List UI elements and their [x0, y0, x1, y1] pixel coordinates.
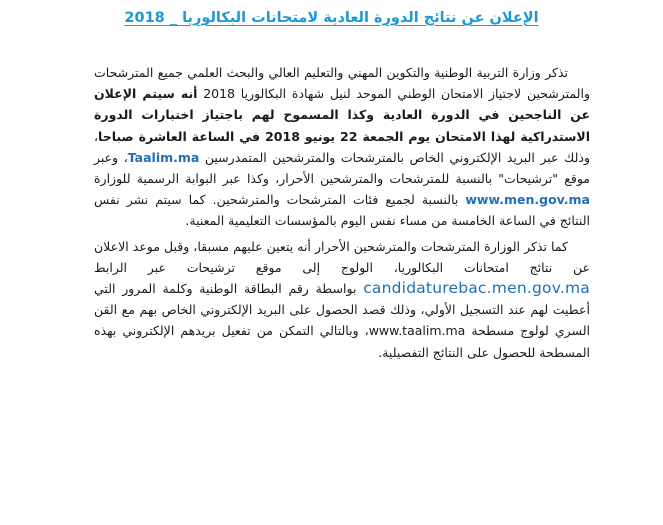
candidaturebac-link[interactable]: candidaturebac.men.gov.ma	[363, 279, 590, 298]
p1-text-closing: بالنسبة لجميع فئات المترشحات والمترشحين. كما سيتم نشر نفس النتائج في الساعة الخامسة من مساء نفس اليوم بالمؤسسات التعليمية المعنية.	[94, 192, 590, 229]
taalim-link[interactable]: Taalim.ma	[127, 149, 200, 165]
p1-bold-announcement: أنه سيتم الإعلان عن الناجحين في الدورة العادية وكذا المسموح لهم باجتياز اختبارات الدورة الاستدراكية لهذا الامتحان يوم الجمعة 22 يونيو 2018 في الساعة العاشرة صباحا	[94, 86, 590, 144]
men-gov-link[interactable]: www.men.gov.ma	[465, 192, 590, 208]
p1-text-email: ، وذلك عبر البريد الإلكتروني الخاص بالمترشحات والمترشحين المتمدرسين	[94, 128, 590, 165]
paragraph-results-announcement	[94, 62, 590, 232]
p2-text-intro: كما تذكر الوزارة المترشحات والمترشحين الأحرار أنه يتعين عليهم مسبقا، وقبل موعد الاعلان عن نتائج امتحانات البكالوريا، الولوج إلى موقع ترشيحات عبر الرابط	[94, 238, 590, 275]
paragraph-free-candidates	[94, 236, 590, 363]
p2-text-closing: بواسطة رقم البطاقة الوطنية وكلمة المرور التي أعطيت لهم عند التسجيل الأولي، وذلك قصد الحصول على البريد الإلكتروني الخاص بهم مع القن السري لولوج مسطحة www.taalim.ma، وبالتالي التمكن من تفعيل بريدهم الإلكتروني بهذه المسطحة للحصول على النتائج التفصيلية.	[94, 281, 590, 360]
document-title: الإعلان عن نتائج الدورة العادية لامتحانات البكالوريا _ 2018	[124, 10, 539, 26]
document-body	[94, 62, 590, 363]
p1-text-portal: ، وعبر موقع "ترشيحات" بالنسبة للمترشحات والمترشحين الأحرار، وكذا عبر البوابة الرسمية للوزارة	[94, 149, 590, 187]
p1-text-intro: تذكر وزارة التربية الوطنية والتكوين المهني والتعليم العالي والبحث العلمي جميع المترشحات والمترشحين لاجتياز الامتحان الوطني الموحد لنيل شهادة البكالوريا 2018	[94, 65, 590, 102]
